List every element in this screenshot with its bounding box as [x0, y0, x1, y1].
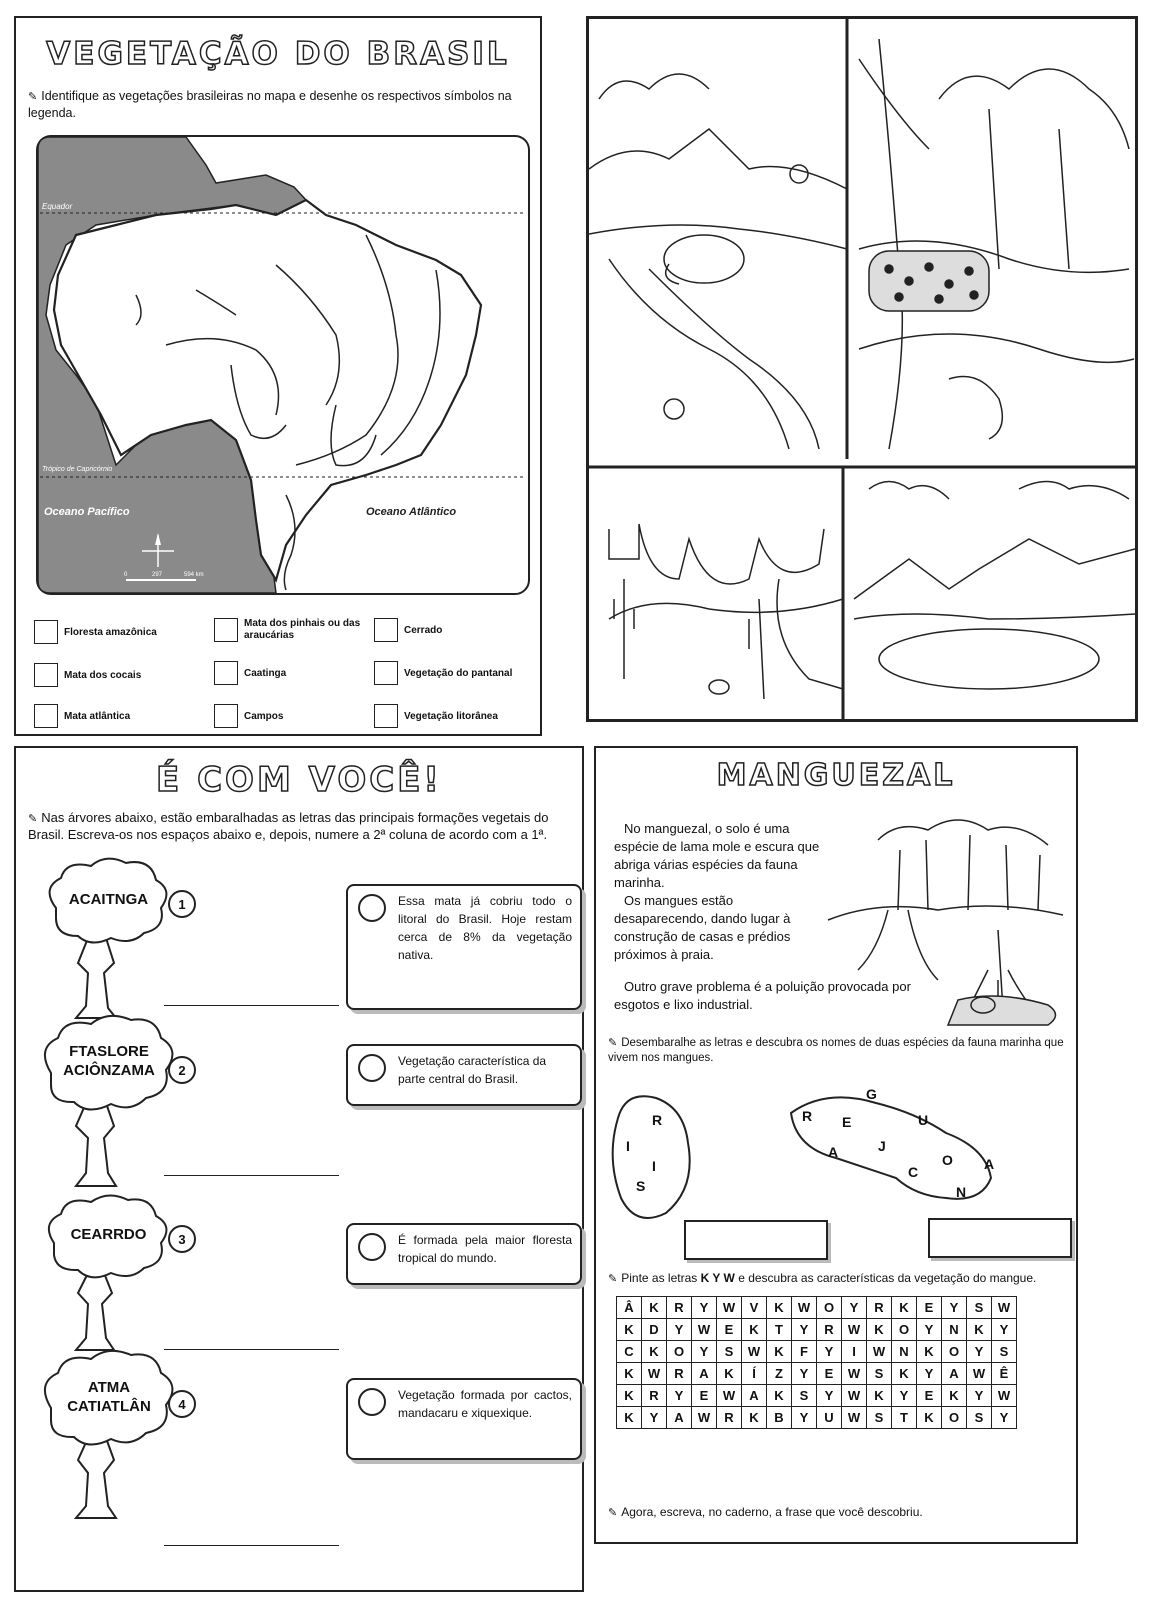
- grid-cell[interactable]: R: [667, 1297, 692, 1319]
- grid-cell[interactable]: S: [992, 1341, 1017, 1363]
- grid-cell[interactable]: A: [742, 1385, 767, 1407]
- grid-cell[interactable]: F: [792, 1341, 817, 1363]
- landscape-illustrations: [589, 19, 1135, 719]
- grid-cell[interactable]: Y: [967, 1341, 992, 1363]
- brazil-map: [36, 135, 530, 595]
- paragraph-3: Outro grave problema é a poluição provocada por esgotos e lixo industrial.: [614, 979, 911, 1012]
- grid-row: [617, 1363, 1017, 1385]
- grid-cell[interactable]: Y: [792, 1319, 817, 1341]
- pencil-icon: ✎: [608, 1273, 618, 1285]
- legend-item[interactable]: Floresta amazônica: [34, 620, 204, 644]
- grid-row: [617, 1385, 1017, 1407]
- grid-cell[interactable]: Y: [817, 1341, 842, 1363]
- grid-cell[interactable]: Í: [742, 1363, 767, 1385]
- legend-box[interactable]: [374, 704, 398, 728]
- legend-box[interactable]: [214, 661, 238, 685]
- final-instruction: ✎ Agora, escreva, no caderno, a frase que você descobriu.: [608, 1505, 923, 1519]
- grid-cell[interactable]: R: [867, 1297, 892, 1319]
- grid-cell[interactable]: K: [867, 1385, 892, 1407]
- scramble-letter: I: [626, 1138, 630, 1154]
- tropic-label: Trópico de Capricórnio: [42, 466, 113, 473]
- description-box[interactable]: Essa mata já cobriu todo o litoral do Brasil. Hoje restam cerca de 8% da vegetação nativa.: [346, 884, 582, 1010]
- grid-cell[interactable]: Y: [817, 1385, 842, 1407]
- grid-cell[interactable]: S: [792, 1385, 817, 1407]
- grid-cell[interactable]: W: [692, 1407, 717, 1429]
- tree-word: ACAITNGA: [68, 891, 149, 908]
- grid-row: [617, 1341, 1017, 1363]
- grid-cell[interactable]: S: [867, 1407, 892, 1429]
- grid-cell[interactable]: O: [667, 1341, 692, 1363]
- number-badge: 2: [168, 1056, 196, 1084]
- grid-cell[interactable]: K: [967, 1319, 992, 1341]
- grid-cell[interactable]: K: [892, 1297, 917, 1319]
- manguezal-title: MANGUEZAL: [716, 758, 956, 793]
- grid-cell[interactable]: K: [767, 1297, 792, 1319]
- tree-trunk: [76, 1103, 116, 1186]
- legend-box[interactable]: [214, 704, 238, 728]
- grid-cell[interactable]: N: [942, 1319, 967, 1341]
- grid-cell[interactable]: D: [642, 1319, 667, 1341]
- scramble-letter: I: [652, 1158, 656, 1174]
- legend-box[interactable]: [214, 618, 238, 642]
- grid-cell[interactable]: K: [892, 1363, 917, 1385]
- grid-cell[interactable]: K: [642, 1341, 667, 1363]
- grid-cell[interactable]: K: [642, 1297, 667, 1319]
- scene-forest: [859, 39, 1134, 449]
- legend-box[interactable]: [374, 661, 398, 685]
- grid-cell[interactable]: W: [992, 1385, 1017, 1407]
- grid-cell[interactable]: K: [917, 1407, 942, 1429]
- answer-circle[interactable]: [358, 1054, 386, 1082]
- tree-word: FTASLORE ACIÔNZAMA: [63, 1043, 155, 1079]
- grid-cell[interactable]: K: [617, 1363, 642, 1385]
- grid-cell[interactable]: Y: [667, 1385, 692, 1407]
- legend-item[interactable]: Caatinga: [214, 661, 364, 685]
- number-badge: 1: [168, 890, 196, 918]
- number-badge: 3: [168, 1225, 196, 1253]
- grid-cell[interactable]: W: [842, 1385, 867, 1407]
- grid-cell[interactable]: R: [642, 1385, 667, 1407]
- grid-cell[interactable]: Y: [917, 1363, 942, 1385]
- grid-cell[interactable]: O: [942, 1341, 967, 1363]
- grid-cell[interactable]: Y: [992, 1319, 1017, 1341]
- legend-box[interactable]: [34, 663, 58, 687]
- grid-cell[interactable]: W: [717, 1385, 742, 1407]
- pencil-icon: ✎: [28, 813, 38, 825]
- pencil-icon: ✎: [28, 91, 38, 103]
- grid-cell[interactable]: Y: [892, 1385, 917, 1407]
- panel-landscapes: [586, 16, 1138, 722]
- grid-cell[interactable]: Y: [792, 1407, 817, 1429]
- legend-item[interactable]: Vegetação do pantanal: [374, 661, 534, 685]
- scramble-letter: J: [878, 1138, 886, 1154]
- grid-cell[interactable]: Y: [967, 1385, 992, 1407]
- scramble-letter: S: [636, 1178, 646, 1194]
- scramble-letter: R: [802, 1108, 813, 1124]
- grid-cell[interactable]: Y: [667, 1319, 692, 1341]
- paragraph-1: No manguezal, o solo é uma espécie de lama mole e escura que abriga várias espécies da fauna marinha.: [614, 821, 820, 890]
- grid-cell[interactable]: E: [917, 1297, 942, 1319]
- grid-cell[interactable]: A: [667, 1407, 692, 1429]
- grid-cell[interactable]: Â: [617, 1297, 642, 1319]
- number-badge: 4: [168, 1390, 196, 1418]
- description-box[interactable]: É formada pela maior floresta tropical do mundo.: [346, 1223, 582, 1285]
- grid-cell[interactable]: Y: [692, 1297, 717, 1319]
- tree-trunk: [76, 1273, 114, 1350]
- scramble-letter: U: [918, 1112, 929, 1128]
- grid-cell[interactable]: Y: [642, 1407, 667, 1429]
- grid-cell[interactable]: O: [942, 1407, 967, 1429]
- answer-box[interactable]: [928, 1218, 1072, 1258]
- com-voce-title: É COM VOCÊ!: [156, 760, 442, 800]
- pacific-label: Oceano Pacífico: [44, 506, 130, 518]
- grid-cell[interactable]: Y: [792, 1363, 817, 1385]
- answer-line[interactable]: [164, 1174, 339, 1176]
- grid-cell[interactable]: A: [942, 1363, 967, 1385]
- grid-cell[interactable]: W: [842, 1363, 867, 1385]
- grid-cell[interactable]: Z: [767, 1363, 792, 1385]
- com-voce-instruction: ✎ Nas árvores abaixo, estão embaralhadas as letras das principais formações vegetais do Brasil. Escreva-os nos espaços abaixo e, depois, numere a 2ª coluna de acordo com a 1ª.: [28, 810, 549, 842]
- grid-cell[interactable]: Ê: [992, 1363, 1017, 1385]
- grid-cell[interactable]: W: [692, 1319, 717, 1341]
- legend-item[interactable]: Vegetação litorânea: [374, 704, 534, 728]
- grid-cell[interactable]: A: [692, 1363, 717, 1385]
- scene-pantanal: [589, 74, 847, 449]
- vegetacao-instruction: ✎ Identifique as vegetações brasileiras no mapa e desenhe os respectivos símbolos na legenda.: [28, 89, 512, 120]
- grid-cell[interactable]: W: [742, 1341, 767, 1363]
- answer-line[interactable]: [164, 1004, 339, 1006]
- grid-cell[interactable]: I: [842, 1341, 867, 1363]
- scramble-letter: G: [866, 1086, 877, 1102]
- grid-cell[interactable]: S: [717, 1341, 742, 1363]
- scramble-letter: R: [652, 1112, 663, 1128]
- scramble-letter: A: [984, 1156, 995, 1172]
- legend-item[interactable]: Mata atlântica: [34, 704, 204, 728]
- legend-box[interactable]: [374, 618, 398, 642]
- grid-cell[interactable]: K: [617, 1385, 642, 1407]
- tree-word: CEARRDO: [70, 1226, 147, 1243]
- scene-caatinga: [609, 524, 843, 699]
- grid-cell[interactable]: K: [617, 1319, 642, 1341]
- grid-cell[interactable]: T: [892, 1407, 917, 1429]
- tree-trunk: [76, 938, 116, 1018]
- scramble-letter: O: [942, 1152, 953, 1168]
- grid-row: [617, 1319, 1017, 1341]
- grid-cell[interactable]: V: [742, 1297, 767, 1319]
- grid-cell[interactable]: S: [967, 1407, 992, 1429]
- grid-cell[interactable]: E: [917, 1385, 942, 1407]
- scramble-letter: A: [828, 1144, 839, 1160]
- vegetacao-title: VEGETAÇÃO DO BRASIL: [46, 36, 510, 72]
- grid-cell[interactable]: K: [617, 1407, 642, 1429]
- answer-circle[interactable]: [358, 1233, 386, 1261]
- grid-cell[interactable]: W: [842, 1407, 867, 1429]
- grid-cell[interactable]: W: [992, 1297, 1017, 1319]
- panel-com-voce: [14, 746, 584, 1592]
- tree-word: ATMA CATIATLÂN: [67, 1379, 151, 1415]
- grid-cell[interactable]: W: [867, 1341, 892, 1363]
- panel-vegetacao: [14, 16, 542, 736]
- grid-cell[interactable]: C: [617, 1341, 642, 1363]
- grid-cell[interactable]: K: [742, 1319, 767, 1341]
- paragraph-2: Os mangues estão desaparecendo, dando lugar à construção de casas e prédios próximos à praia.: [614, 893, 791, 962]
- scene-lake: [854, 482, 1135, 690]
- scramble-letter: N: [956, 1184, 967, 1200]
- grid-cell[interactable]: K: [867, 1319, 892, 1341]
- panel-manguezal: [594, 746, 1078, 1544]
- legend-box[interactable]: [34, 704, 58, 728]
- grid-cell[interactable]: K: [942, 1385, 967, 1407]
- grid-cell[interactable]: R: [817, 1319, 842, 1341]
- scramble-letter: C: [908, 1164, 919, 1180]
- grid-instruction: ✎ Pinte as letras K Y W e descubra as características da vegetação do mangue.: [608, 1271, 1037, 1285]
- grid-cell[interactable]: E: [717, 1319, 742, 1341]
- tree-drawings: [16, 748, 582, 1590]
- grid-cell[interactable]: Y: [942, 1297, 967, 1319]
- grid-cell[interactable]: T: [767, 1319, 792, 1341]
- answer-circle[interactable]: [358, 1388, 386, 1416]
- legend-item[interactable]: Cerrado: [374, 618, 534, 642]
- legend-item[interactable]: Campos: [214, 704, 364, 728]
- grid-cell[interactable]: Y: [992, 1407, 1017, 1429]
- scale-end: 594 km: [184, 572, 204, 578]
- answer-line[interactable]: [164, 1544, 339, 1546]
- pencil-icon: ✎: [608, 1037, 618, 1049]
- grid-cell[interactable]: R: [717, 1407, 742, 1429]
- grid-cell[interactable]: Y: [917, 1319, 942, 1341]
- grid-row: [617, 1407, 1017, 1429]
- grid-cell[interactable]: K: [742, 1407, 767, 1429]
- letter-grid: [616, 1296, 1017, 1429]
- answer-circle[interactable]: [358, 894, 386, 922]
- description-box[interactable]: Vegetação formada por cactos, mandacaru e xiquexique.: [346, 1378, 582, 1460]
- answer-line[interactable]: [164, 1348, 339, 1350]
- description-box[interactable]: Vegetação característica da parte central do Brasil.: [346, 1044, 582, 1106]
- grid-cell[interactable]: W: [642, 1363, 667, 1385]
- grid-cell[interactable]: K: [717, 1363, 742, 1385]
- grid-cell[interactable]: W: [967, 1363, 992, 1385]
- legend-box[interactable]: [34, 620, 58, 644]
- equator-label: Equador: [42, 202, 73, 211]
- answer-box[interactable]: [684, 1220, 828, 1260]
- legend-item[interactable]: Mata dos pinhais ou das araucárias: [214, 618, 364, 642]
- grid-cell[interactable]: W: [842, 1319, 867, 1341]
- grid-cell[interactable]: S: [967, 1297, 992, 1319]
- manguezal-text: [614, 820, 824, 964]
- grid-cell[interactable]: N: [892, 1341, 917, 1363]
- tree-trunk: [76, 1438, 116, 1518]
- pencil-icon: ✎: [608, 1507, 618, 1519]
- grid-cell[interactable]: Y: [842, 1297, 867, 1319]
- legend-item[interactable]: Mata dos cocais: [34, 663, 204, 687]
- atlantic-label: Oceano Atlântico: [366, 506, 457, 518]
- grid-cell[interactable]: O: [817, 1297, 842, 1319]
- grid-cell[interactable]: W: [717, 1297, 742, 1319]
- grid-cell[interactable]: R: [667, 1363, 692, 1385]
- grid-cell[interactable]: K: [917, 1341, 942, 1363]
- scramble-letter: E: [842, 1114, 852, 1130]
- mangrove-illustration: [818, 800, 1068, 1030]
- grid-row: [617, 1297, 1017, 1319]
- grid-cell[interactable]: E: [817, 1363, 842, 1385]
- scale-zero: 0: [124, 572, 128, 578]
- grid-cell[interactable]: B: [767, 1407, 792, 1429]
- grid-cell[interactable]: S: [867, 1363, 892, 1385]
- grid-cell[interactable]: K: [767, 1341, 792, 1363]
- scramble-instruction: ✎ Desembaralhe as letras e descubra os nomes de duas espécies da fauna marinha que vivem nos mangues.: [608, 1037, 1064, 1064]
- grid-cell[interactable]: U: [817, 1407, 842, 1429]
- scale-mid: 297: [152, 572, 163, 578]
- grid-cell[interactable]: E: [692, 1385, 717, 1407]
- grid-cell[interactable]: O: [892, 1319, 917, 1341]
- grid-cell[interactable]: K: [767, 1385, 792, 1407]
- grid-cell[interactable]: Y: [692, 1341, 717, 1363]
- grid-cell[interactable]: W: [792, 1297, 817, 1319]
